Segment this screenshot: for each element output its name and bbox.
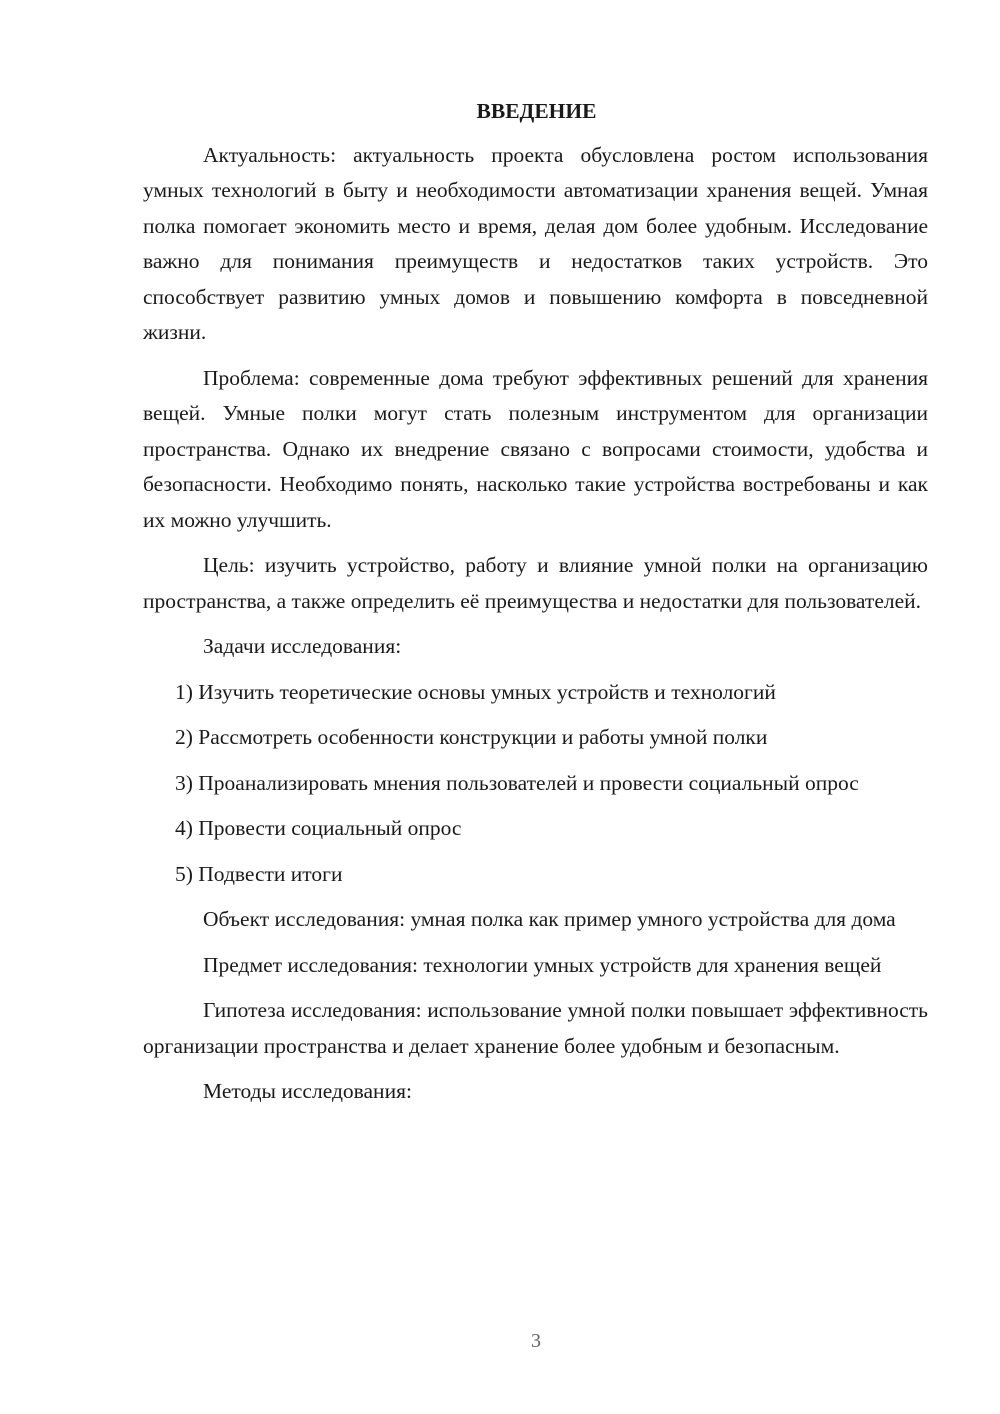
relevance-paragraph: Актуальность: актуальность проекта обусловлена ростом использования умных технологий в быту и необходимости автоматизации хранения вещей. Умная полка помогает экономить место и время, делая дом более удобным. Исследование важно для понимания преимуществ и недостатков таких устройств. Это способствует развитию умных домов и повышению комфорта в повседневной жизни. <box>143 142 928 344</box>
task-item-1: 1) Изучить теоретические основы умных устройств и технологий <box>175 679 776 704</box>
object-paragraph: Объект исследования: умная полка как пример умного устройства для дома <box>203 907 896 931</box>
page-title: ВВЕДЕНИЕ <box>476 99 597 123</box>
task-item-2: 2) Рассмотреть особенности конструкции и работы умной полки <box>175 725 768 749</box>
task-item-5: 5) Подвести итоги <box>175 861 343 886</box>
hypothesis-paragraph: Гипотеза исследования: использование умной полки повышает эффективность организации пространства и делает хранение более удобным и безопасным. <box>143 998 928 1058</box>
task-item-4: 4) Провести социальный опрос <box>175 816 462 840</box>
problem-paragraph: Проблема: современные дома требуют эффективных решений для хранения вещей. Умные полки могут стать полезным инструментом для организации пространства. Однако их внедрение связано с вопросами стоимости, удобства и безопасности. Необходимо понять, насколько такие устройства востребованы и как их можно улучшить. <box>143 365 928 532</box>
methods-heading: Методы исследования: <box>203 1079 412 1103</box>
page-number: 3 <box>531 1330 541 1352</box>
task-item-3: 3) Проанализировать мнения пользователей и провести социальный опрос <box>175 770 859 795</box>
goal-paragraph: Цель: изучить устройство, работу и влияние умной полки на организацию пространства, а также определить её преимущества и недостатки для пользователей. <box>143 553 928 613</box>
tasks-heading: Задачи исследования: <box>203 634 402 658</box>
document-body <box>143 94 928 1120</box>
subject-paragraph: Предмет исследования: технологии умных устройств для хранения вещей <box>203 952 882 977</box>
